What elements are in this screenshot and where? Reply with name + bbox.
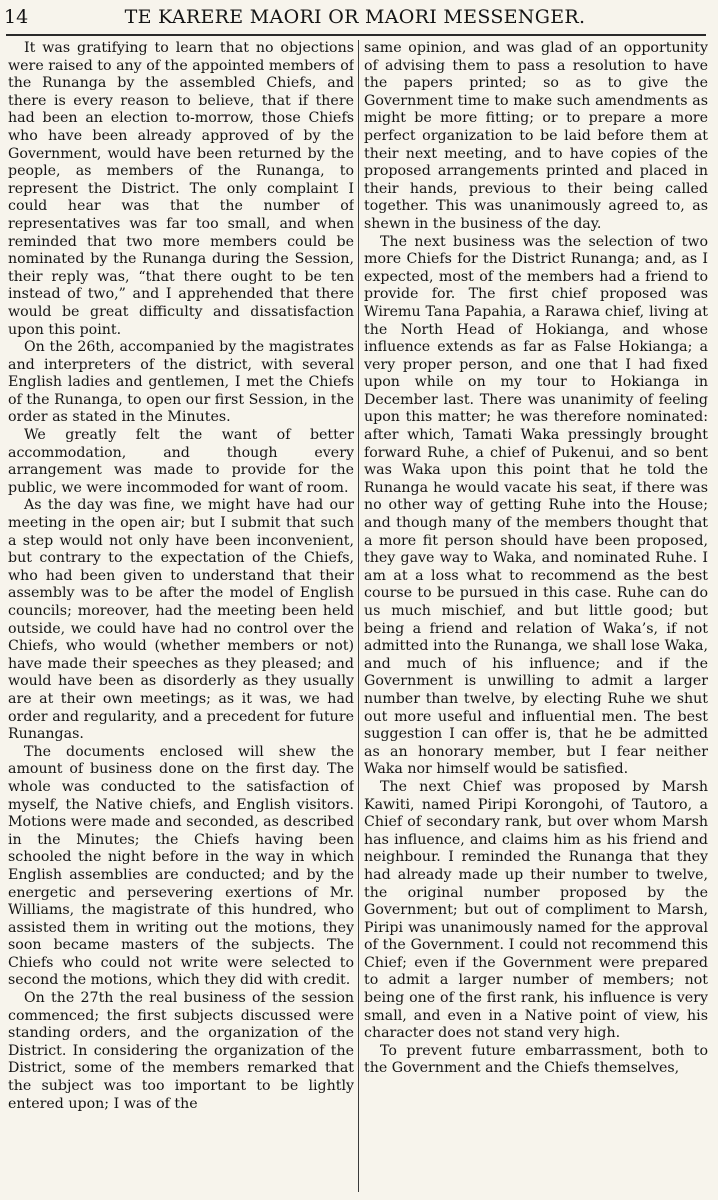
running-title: TE KARERE MAORI OR MAORI MESSENGER. (124, 6, 586, 28)
paragraph: same opinion, and was glad of an opportunity of advising them to pass a resolution to have the papers printed; so as to give the Government time to make such amendments as might be more fitting; or to prepare a more perfect organization to be laid before them at their next meeting, and to have copies of the proposed arrangements printed and placed in their hands, previous to their being called together. This was unanimously agreed to, as shewn in the business of the day. (364, 40, 708, 232)
paragraph: To prevent future embarrassment, both to the Government and the Chiefs themselves, (364, 1042, 708, 1077)
paragraph: The next business was the selection of two more Chiefs for the District Runanga; and, as I expected, most of the members had a friend to provide for. The first chief proposed was Wiremu Tana Papahia, a Rarawa chief, living at the North Head of Hokianga, and whose influence extends as far as False Hokianga; a very proper person, and one that I had fixed upon while on my tour to Hokianga in December last. There was unanimity of feeling upon this matter; he was therefore nominated: after which, Tamati Waka pressingly brought forward Ruhe, a chief of Pukenui, and so bent was Waka upon this point that he told the Runanga he would vacate his seat, if there was no other way of getting Ruhe into the House; and though many of the members thought that a more fit person should have been proposed, they gave way to Waka, and nominated Ruhe. I am at a loss what to recommend as the best course to be pursued in this case. Ruhe can do us much mischief, and but little good; but being a friend and relation of Waka’s, if not admitted into the Runanga, we shall lose Waka, and much of his influence; and if the Government is unwilling to admit a larger number than twelve, by electing Ruhe we shut out more useful and influential men. The best suggestion I can offer is, that he be admitted as an honorary member, but I fear neither Waka nor himself would be satisfied. (364, 233, 708, 778)
paragraph: On the 27th the real business of the session commenced; the first subjects discussed were standing orders, and the organization of the District. In considering the organization of the District, some of the members remarked that the subject was too important to be lightly entered upon; I was of the (8, 990, 354, 1112)
page-number: 14 (4, 6, 29, 28)
paragraph: The next Chief was proposed by Marsh Kawiti, named Piripi Korongohi, of Tautoro, a Chief of secondary rank, but over whom Marsh has influence, and claims him as his friend and neighbour. I reminded the Runanga that they had already made up their number to twelve, the original number proposed by the Government; but out of compliment to Marsh, Piripi was unanimously named for the approval of the Government. I could not recommend this Chief; even if the Government were prepared to admit a larger number of members; not being one of the first rank, his influence is very small, and even in a Native point of view, his character does not stand very high. (364, 778, 708, 1042)
header-rule (6, 34, 706, 36)
paragraph: As the day was fine, we might have had our meeting in the open air; but I submit that such a step would not only have been inconvenient, but contrary to the expectation of the Chiefs, who had been given to understand that their assembly was to be after the model of English councils; moreover, had the meeting been held outside, we could have had no control over the Chiefs, who would (whether members or not) have made their speeches as they pleased; and would have been as disorderly as they usually are at their own meetings; as it was, we had order and regularity, and a precedent for future Runangas. (8, 497, 354, 743)
right-column (364, 40, 708, 1192)
paragraph: On the 26th, accompanied by the magistrates and interpreters of the district, with several English ladies and gentlemen, I met the Chiefs of the Runanga, to open our first Session, in the order as stated in the Minutes. (8, 339, 354, 426)
paragraph: The documents enclosed will shew the amount of business done on the first day. The whole was conducted to the satisfaction of myself, the Native chiefs, and English visitors. Motions were made and seconded, as described in the Minutes; the Chiefs having been schooled the night before in the way in which English assemblies are conducted; and by the energetic and persevering exertions of Mr. Williams, the magistrate of this hundred, who assisted them in writing out the motions, they soon became masters of the subjects. The Chiefs who could not write were selected to second the motions, which they did with credit. (8, 743, 354, 989)
column-divider (358, 40, 359, 1192)
paragraph: It was gratifying to learn that no objections were raised to any of the appointed members of the Runanga by the assembled Chiefs, and there is every reason to believe, that if there had been an election to-morrow, those Chiefs who have been already approved of by the Government, would have been returned by the people, as members of the Runanga, to represent the District. The only complaint I could hear was that the number of representatives was far too small, and when reminded that two more members could be nominated by the Runanga during the Session, their reply was, “that there ought to be ten instead of two,” and I apprehended that there would be great difficulty and dissatisfaction upon this point. (8, 40, 354, 338)
paragraph: We greatly felt the want of better accommodation, and though every arrangement was made to provide for the public, we were incommoded for want of room. (8, 427, 354, 496)
page-header (4, 4, 706, 30)
left-column (8, 40, 354, 1192)
